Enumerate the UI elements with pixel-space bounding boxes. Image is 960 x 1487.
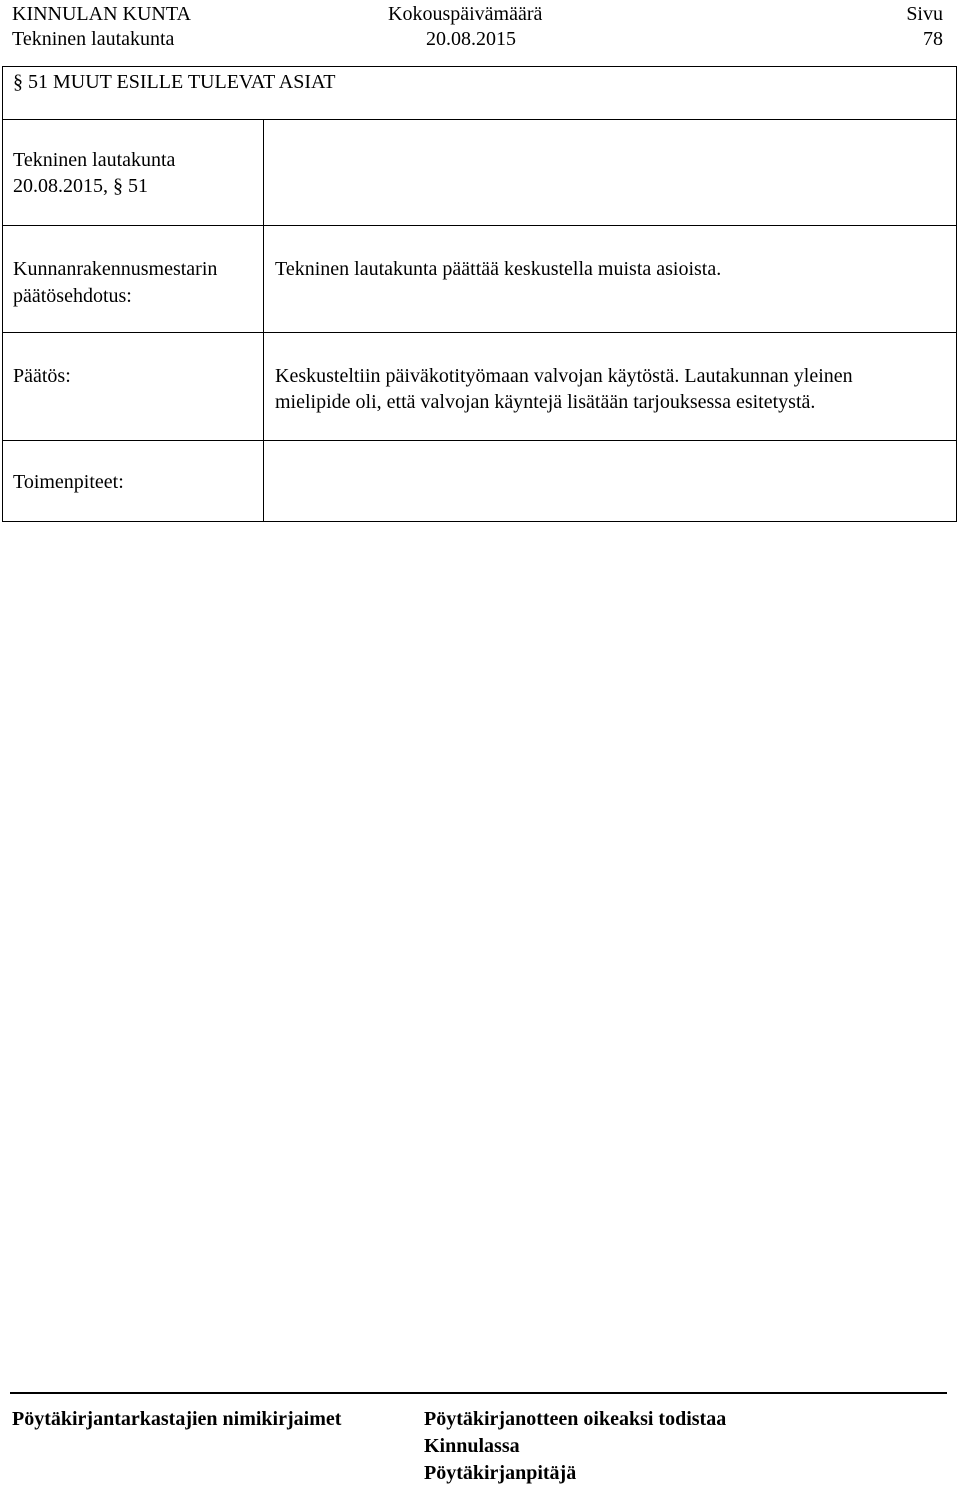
- section-table: [2, 66, 957, 522]
- page-number: 78: [923, 28, 943, 50]
- inspectors-initials-label: Pöytäkirjantarkastajien nimikirjaimet: [12, 1408, 342, 1430]
- decision-label: Päätös:: [13, 365, 71, 387]
- decision-text: Keskusteltiin päiväkotityömaan valvojan käytöstä. Lautakunnan yleinen: [275, 365, 853, 387]
- section-reference-date: 20.08.2015, § 51: [13, 175, 148, 197]
- certification-label: Pöytäkirjanotteen oikeaksi todistaa: [424, 1408, 727, 1430]
- meeting-date: 20.08.2015: [426, 28, 516, 50]
- meeting-date-label: Kokouspäivämäärä: [388, 3, 543, 25]
- proposal-text: Tekninen lautakunta päättää keskustella muista asioista.: [275, 258, 722, 280]
- table-divider: [2, 332, 957, 333]
- proposal-label: Kunnanrakennusmestarin: [13, 258, 218, 280]
- footer-rule: [10, 1392, 947, 1394]
- actions-label: Toimenpiteet:: [13, 471, 124, 493]
- section-title: § 51 MUUT ESILLE TULEVAT ASIAT: [13, 71, 336, 93]
- decision-text-cont: mielipide oli, että valvojan käyntejä lisätään tarjouksessa esitetystä.: [275, 391, 816, 413]
- proposal-label-cont: päätösehdotus:: [13, 285, 132, 307]
- table-divider: [2, 119, 957, 120]
- section-reference-board: Tekninen lautakunta: [13, 149, 176, 171]
- table-column-divider: [263, 119, 264, 522]
- certification-place: Kinnulassa: [424, 1435, 520, 1457]
- table-divider: [2, 440, 957, 441]
- page-label: Sivu: [906, 3, 943, 25]
- table-divider: [2, 225, 957, 226]
- board-name: Tekninen lautakunta: [12, 28, 175, 50]
- municipality-name: KINNULAN KUNTA: [12, 3, 191, 25]
- minutes-keeper-label: Pöytäkirjanpitäjä: [424, 1462, 577, 1484]
